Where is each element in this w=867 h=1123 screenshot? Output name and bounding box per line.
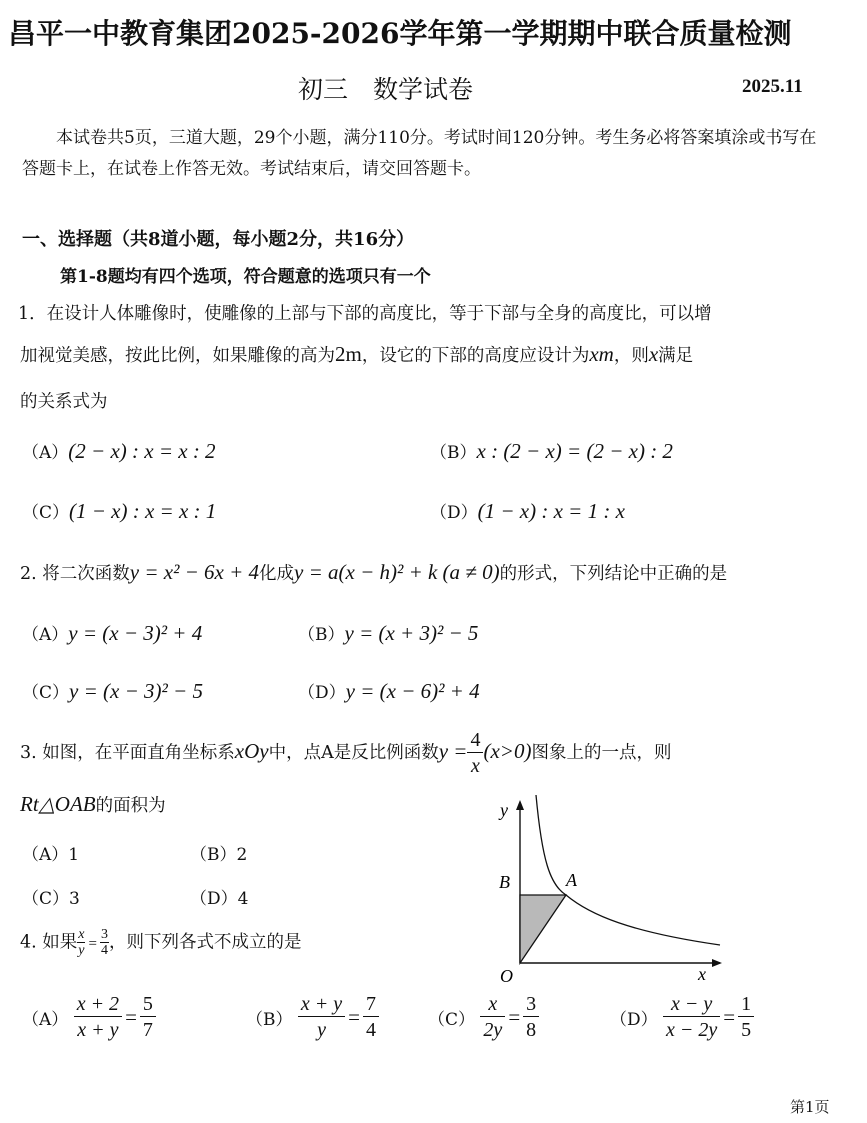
- q2-option-c: [22, 678, 203, 704]
- q4-option-d-num: x − y: [663, 992, 720, 1017]
- q3-triangle: Rt△OAB: [20, 792, 96, 816]
- q1-option-d: [430, 498, 625, 524]
- q2-mid: 化成: [259, 564, 295, 584]
- q2-option-b-expr: y = (x + 3)² − 5: [344, 621, 479, 645]
- q4-suffix: ，则下列各式不成立的是: [108, 932, 302, 953]
- q1-option-d-expr: (1 − x) : x = 1 : x: [477, 499, 625, 523]
- q1-var-x: x: [648, 342, 659, 366]
- q1-option-a-label: （A）: [22, 443, 69, 463]
- exam-instructions: 本试卷共5页，三道大题，29个小题，满分110分。考试时间120分钟。考生务必将答案填涂或书写在答题卡上，在试卷上作答无效。考试结束后，请交回答题卡。: [22, 128, 817, 179]
- q3-coord-system: xOy: [234, 739, 269, 763]
- q4-option-d-lhs: [663, 992, 720, 1043]
- q1-line2: [20, 342, 693, 367]
- x-axis-arrow: [712, 959, 722, 967]
- q4-option-b-rden: 4: [366, 1019, 376, 1041]
- fig-label-o: O: [500, 966, 513, 986]
- q3-func-y: y =: [438, 739, 468, 763]
- q4-option-c-label: （C）: [428, 1010, 476, 1030]
- q2-expr2: y = a(x − h)² + k (a ≠ 0): [294, 560, 500, 584]
- q4-prefix: 4. 如果: [20, 932, 78, 953]
- q4-option-b-den: y: [317, 1019, 326, 1041]
- q2-option-b-label: （B）: [298, 625, 345, 645]
- q4-cond-rnum: 3: [100, 927, 108, 942]
- q1-option-c-label: （C）: [22, 503, 70, 523]
- q4-option-a-rden: 7: [142, 1019, 153, 1041]
- q4-option-b-num: x + y: [298, 992, 345, 1017]
- q4-option-d-label: （D）: [610, 1010, 658, 1030]
- q4-option-b: [246, 992, 379, 1043]
- y-axis-arrow: [516, 800, 524, 810]
- q4-option-a-lhs: [74, 992, 122, 1043]
- q4-option-d-den: x − 2y: [666, 1019, 718, 1041]
- q1-text-c: ，设它的下部的高度应设计为: [361, 346, 590, 366]
- q1-height: 2m: [335, 342, 362, 366]
- q3-option-b: （B）2: [190, 845, 248, 865]
- q1-lower: xm: [589, 342, 614, 366]
- q1-text-a: 加视觉美感，按此比例，如果雕像的高为: [20, 346, 335, 366]
- section-note: 第1-8题均有四个选项，符合题意的选项只有一个: [60, 267, 431, 287]
- q4-option-c-rden: 8: [526, 1019, 537, 1041]
- q4-option-d-rhs: [738, 992, 754, 1043]
- q3-option-a: （A）1: [22, 845, 80, 865]
- q4-option-a-rnum: 5: [140, 992, 156, 1017]
- q2-option-c-label: （C）: [22, 683, 70, 703]
- fig-label-x: x: [698, 964, 706, 984]
- q4-option-c-den: 2y: [483, 1019, 503, 1041]
- q1-text-g: 满足: [658, 346, 694, 366]
- q3-prefix: 3. 如图，在平面直角坐标系: [20, 743, 235, 763]
- q3-figure: [490, 790, 730, 990]
- q1-option-d-label: （D）: [430, 503, 478, 523]
- q4-option-b-label: （B）: [246, 1010, 293, 1030]
- q4-option-c-rhs: [523, 992, 539, 1043]
- q2-expr1: y = x² − 6x + 4: [129, 560, 260, 584]
- q1-option-b: [430, 438, 673, 464]
- q4-option-d-rden: 5: [741, 1019, 752, 1041]
- q4-option-d-rnum: 1: [738, 992, 754, 1017]
- q2-option-d-label: （D）: [298, 683, 346, 703]
- q4-option-c-num: x: [480, 992, 505, 1017]
- q1-option-c: [22, 498, 216, 524]
- q2-prefix: 2. 将二次函数: [20, 564, 130, 584]
- q1-option-b-label: （B）: [430, 443, 477, 463]
- fig-label-a: A: [566, 870, 577, 890]
- q3-func-cond: (x>0): [483, 739, 532, 763]
- q1-option-c-expr: (1 − x) : x = x : 1: [69, 499, 217, 523]
- q2-option-c-expr: y = (x − 3)² − 5: [69, 679, 203, 703]
- q2-suffix: 的形式，下列结论中正确的是: [499, 564, 728, 584]
- q4-cond-eq: =: [88, 935, 97, 952]
- q2-option-a-label: （A）: [22, 625, 69, 645]
- q4-option-a-den: x + y: [77, 1019, 119, 1041]
- q3-func-num: 4: [467, 728, 483, 753]
- q3-suffix: 图象上的一点，则: [531, 743, 672, 763]
- q4-cond-rden: 4: [100, 943, 108, 958]
- q4-option-c: [428, 992, 539, 1043]
- q4-option-a-eq: =: [125, 1005, 137, 1029]
- q4-option-c-lhs: [480, 992, 505, 1043]
- q3-stem: [20, 728, 671, 779]
- q1-option-b-expr: x : (2 − x) = (2 − x) : 2: [476, 439, 673, 463]
- exam-subtitle: 初三 数学试卷: [298, 75, 474, 104]
- q1-line3: 的关系式为: [20, 392, 108, 412]
- q4-cond-num: x: [78, 927, 85, 942]
- page-number: 第1页: [790, 1098, 830, 1116]
- q2-option-a-expr: y = (x − 3)² + 4: [68, 621, 203, 645]
- exam-date: 2025.11: [742, 76, 803, 97]
- q2-option-a: [22, 620, 202, 646]
- q4-option-b-eq: =: [348, 1005, 360, 1029]
- q4-option-c-rnum: 3: [523, 992, 539, 1017]
- q4-option-c-eq: =: [508, 1005, 521, 1029]
- q1-option-a-expr: (2 − x) : x = x : 2: [68, 439, 216, 463]
- q3-func-den: x: [471, 755, 480, 777]
- q3-line2-text: 的面积为: [95, 796, 166, 816]
- q3-option-d: （D）4: [190, 889, 249, 909]
- fig-label-y: y: [500, 800, 508, 820]
- q4-option-a-num: x + 2: [74, 992, 122, 1017]
- q4-option-a-rhs: [140, 992, 156, 1043]
- hyperbola-curve: [536, 795, 720, 945]
- q3-mid: 中，点A是反比例函数: [268, 743, 439, 763]
- q3-func-fraction: [467, 728, 483, 779]
- exam-title: 昌平一中教育集团2025-2026学年第一学期期中联合质量检测: [8, 17, 792, 50]
- q1-option-a: [22, 438, 216, 464]
- q1-text-e: ，则: [613, 346, 649, 366]
- q4-option-b-lhs: [298, 992, 345, 1043]
- section-title: 一、选择题（共8道小题，每小题2分，共16分）: [22, 229, 415, 250]
- q2-option-d-expr: y = (x − 6)² + 4: [345, 679, 480, 703]
- q4-option-b-rhs: [363, 992, 379, 1043]
- q2-option-d: [298, 678, 480, 704]
- q1-line1: 1．在设计人体雕像时，使雕像的上部与下部的高度比，等于下部与全身的高度比，可以增: [18, 304, 712, 324]
- q3-option-c: （C）3: [22, 889, 80, 909]
- fig-label-b: B: [499, 872, 510, 892]
- q4-option-a: [22, 992, 156, 1043]
- q2-option-b: [298, 620, 478, 646]
- q4-stem: [20, 928, 301, 958]
- q3-line2: [20, 792, 166, 817]
- q4-option-d: [610, 992, 754, 1043]
- q2-stem: [20, 560, 727, 585]
- q4-option-a-label: （A）: [22, 1010, 69, 1030]
- q4-cond-rhs: [100, 928, 109, 958]
- triangle-oab: [520, 895, 566, 963]
- q4-option-d-eq: =: [723, 1005, 736, 1029]
- q4-option-b-rnum: 7: [363, 992, 379, 1017]
- q4-cond-den: y: [78, 943, 85, 958]
